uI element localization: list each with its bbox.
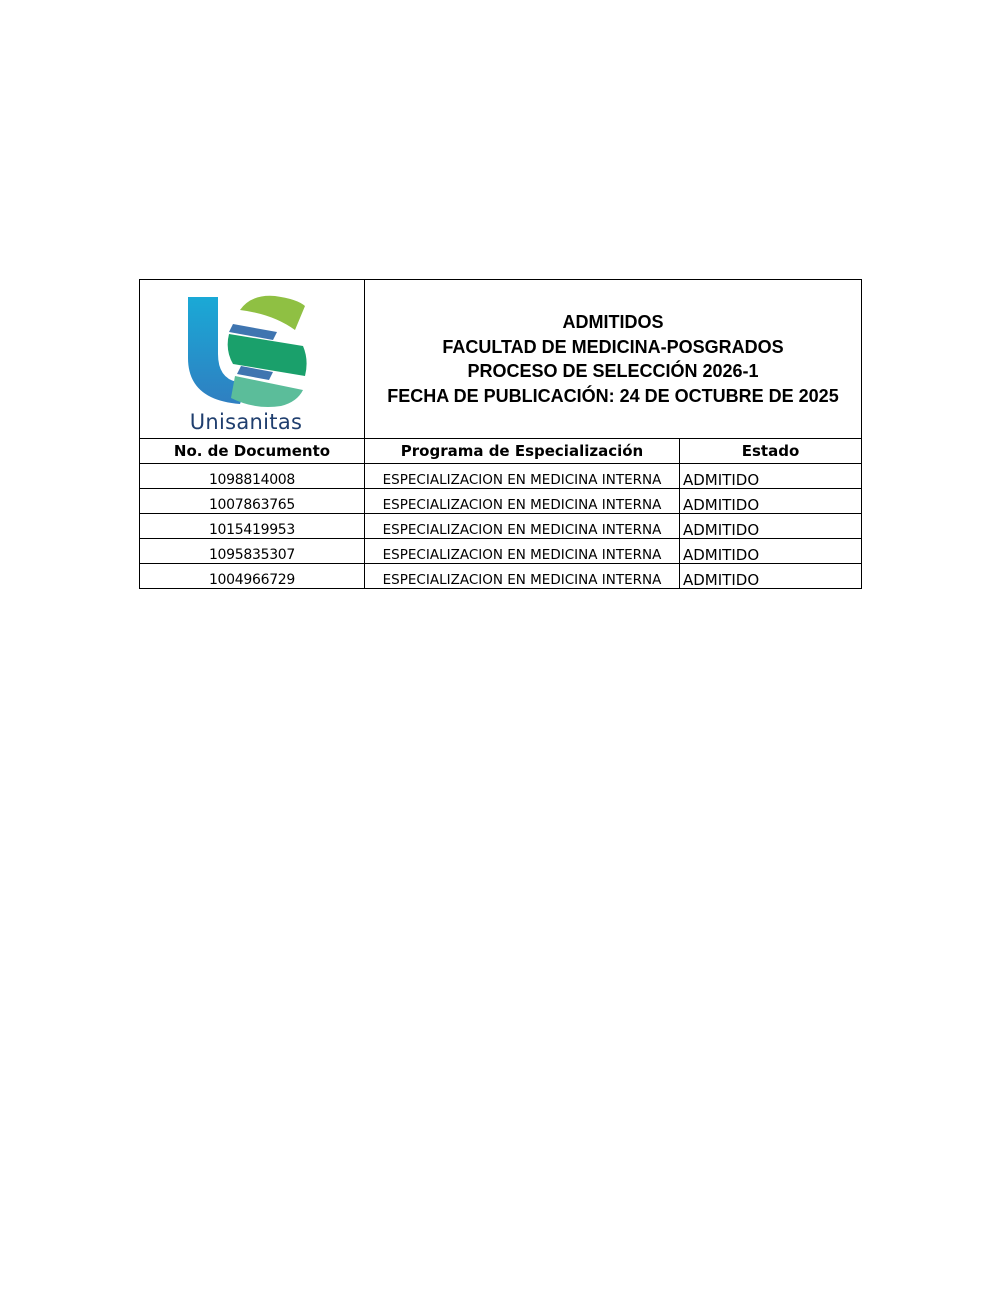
logo-brand-text: Unisanitas xyxy=(189,410,303,434)
col-header-programa: Programa de Especialización xyxy=(365,439,680,464)
table-row xyxy=(140,539,862,564)
cell-estado: ADMITIDO xyxy=(680,514,862,539)
col-header-documento: No. de Documento xyxy=(140,439,365,464)
cell-documento: 1004966729 xyxy=(140,564,365,589)
cell-estado: ADMITIDO xyxy=(680,564,862,589)
table-row xyxy=(140,564,862,589)
unisanitas-logo xyxy=(140,280,365,438)
col-header-estado: Estado xyxy=(680,439,862,464)
table-row xyxy=(140,464,862,489)
cell-programa: ESPECIALIZACION EN MEDICINA INTERNA xyxy=(365,564,680,589)
cell-programa: ESPECIALIZACION EN MEDICINA INTERNA xyxy=(365,489,680,514)
title-admitidos: ADMITIDOS xyxy=(562,312,664,332)
cell-programa: ESPECIALIZACION EN MEDICINA INTERNA xyxy=(365,514,680,539)
table-row xyxy=(140,514,862,539)
admitted-table xyxy=(139,279,862,589)
title-facultad: FACULTAD DE MEDICINA-POSGRADOS xyxy=(442,336,784,357)
cell-documento: 1098814008 xyxy=(140,464,365,489)
cell-estado: ADMITIDO xyxy=(680,489,862,514)
cell-documento: 1015419953 xyxy=(140,514,365,539)
cell-estado: ADMITIDO xyxy=(680,464,862,489)
unisanitas-logo-icon xyxy=(185,294,315,412)
logo-cell xyxy=(140,280,365,439)
cell-programa: ESPECIALIZACION EN MEDICINA INTERNA xyxy=(365,464,680,489)
cell-documento: 1007863765 xyxy=(140,489,365,514)
title-fecha: FECHA DE PUBLICACIÓN: 24 DE OCTUBRE DE 2025 xyxy=(387,385,839,406)
column-header-row xyxy=(140,439,862,464)
table-row xyxy=(140,489,862,514)
title-cell xyxy=(365,280,862,439)
cell-programa: ESPECIALIZACION EN MEDICINA INTERNA xyxy=(365,539,680,564)
title-proceso: PROCESO DE SELECCIÓN 2026-1 xyxy=(467,361,759,381)
table-header-block xyxy=(140,280,862,439)
cell-documento: 1095835307 xyxy=(140,539,365,564)
cell-estado: ADMITIDO xyxy=(680,539,862,564)
